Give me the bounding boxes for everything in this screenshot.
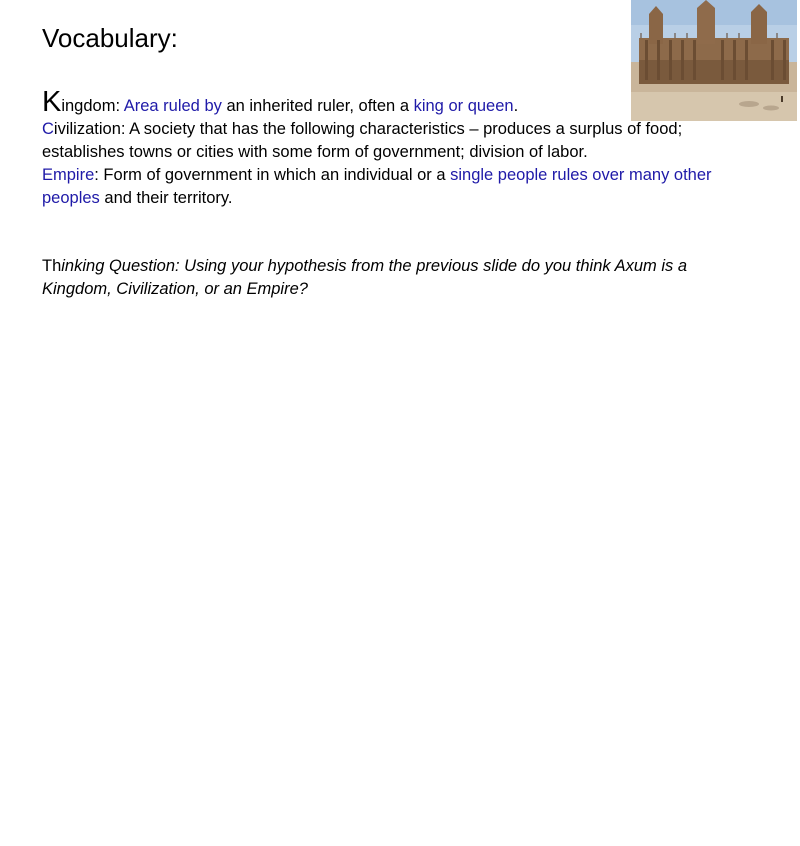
thinking-question: Thinking Question: Using your hypothesis from the previous slide do you think Axum is a Kingdom, Civilization, or an Empire? (42, 257, 688, 298)
civilization-definition: Civilization: A society that has the following characteristics – produces a surplus of food; establishes towns or cities with some form of government; division of labor. (42, 120, 683, 161)
vocabulary-definitions (42, 88, 732, 210)
kingdom-definition: Kingdom: Area ruled by an inherited ruler, often a king or queen. (42, 86, 519, 118)
slide-title: Vocabulary: (42, 23, 178, 53)
empire-definition: Empire: Form of government in which an individual or a single people rules over many other peoples and their territory. (42, 166, 712, 207)
